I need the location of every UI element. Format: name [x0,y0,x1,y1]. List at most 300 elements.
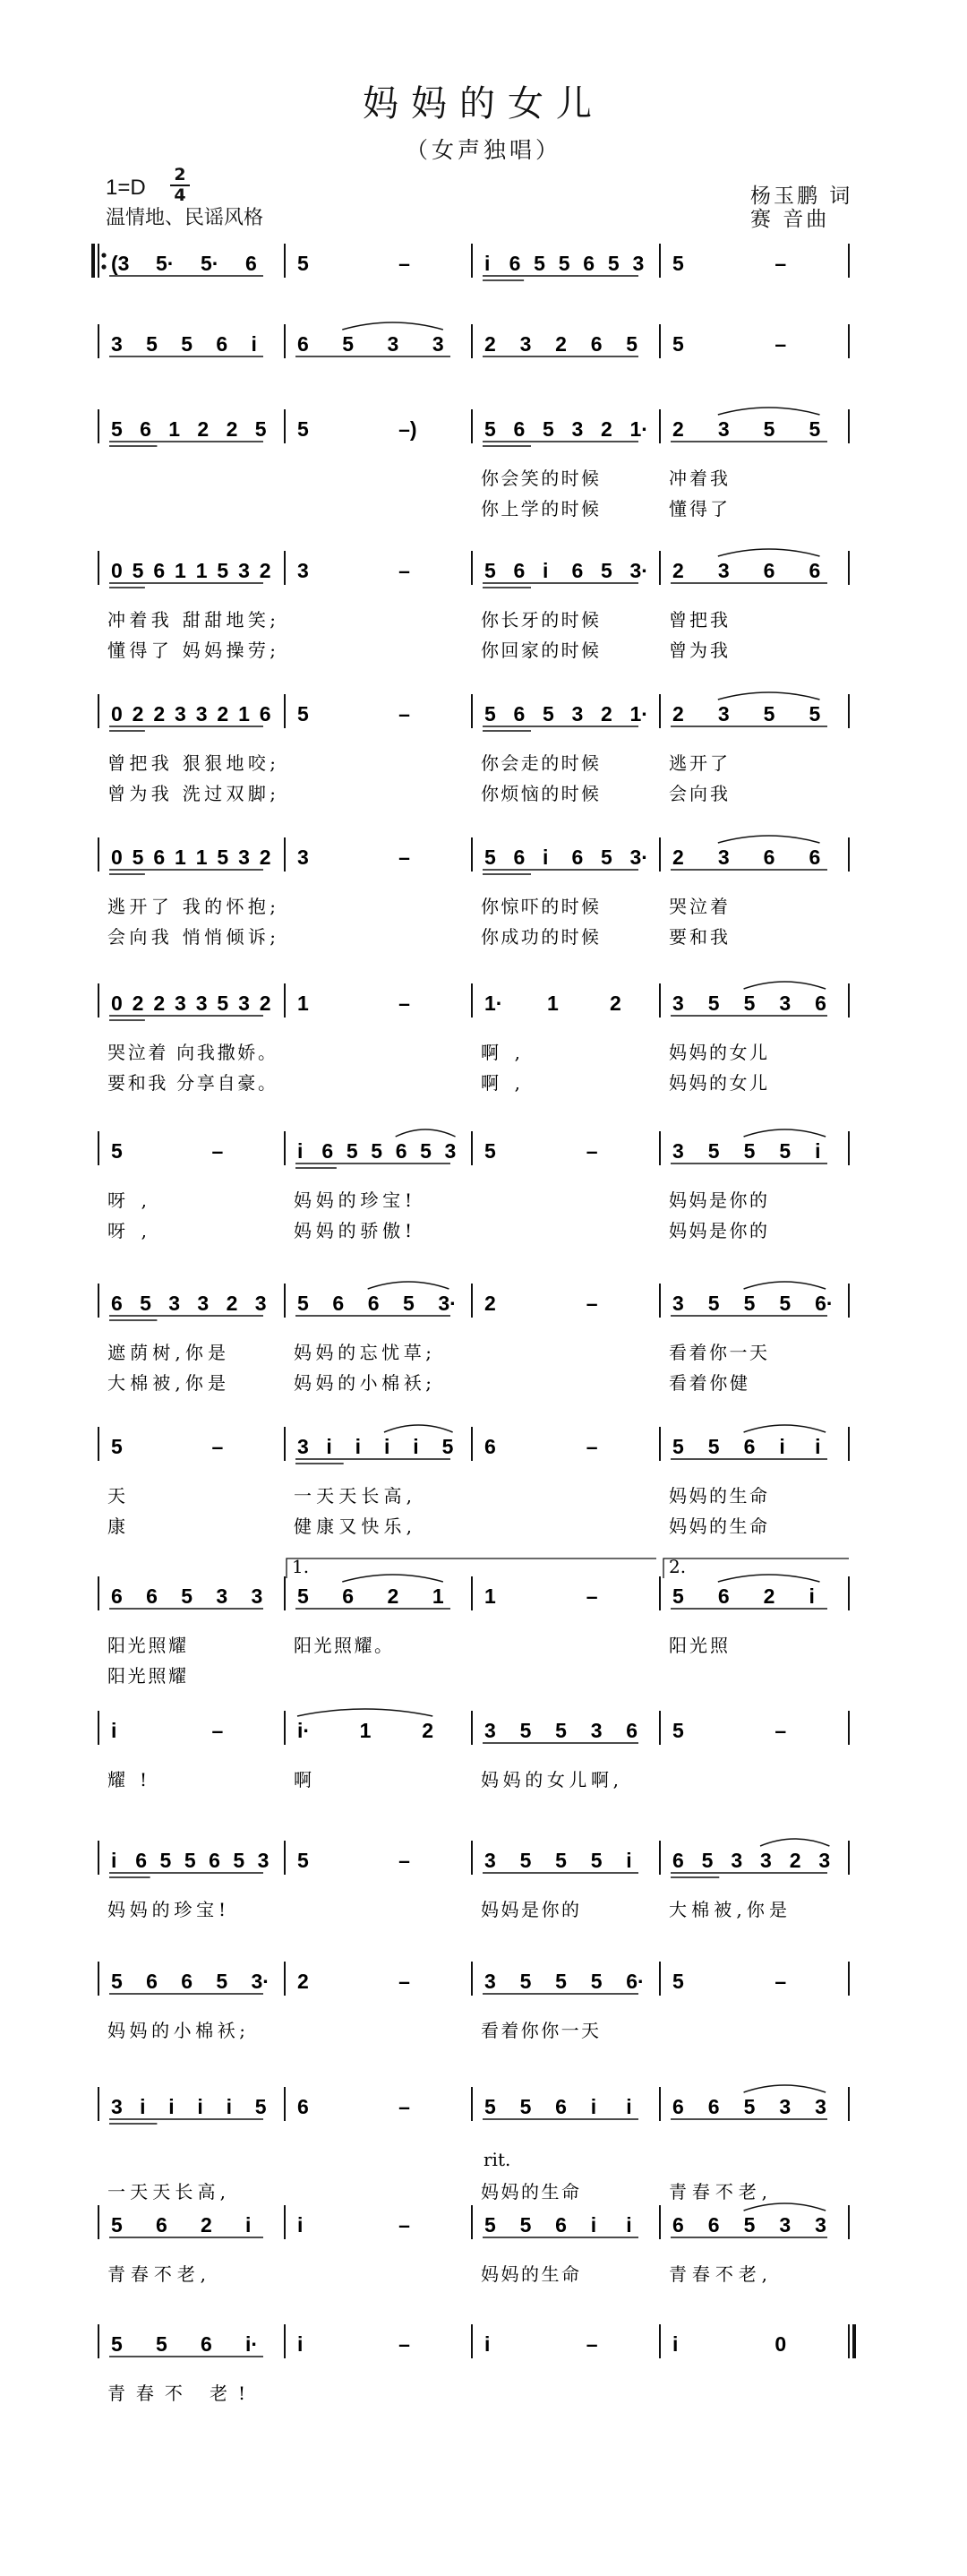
lyric-text: 一天天长高, [107,2181,226,2202]
note: 2 [259,559,271,582]
note: – [774,252,787,275]
note: 5 [519,1970,532,1993]
note: 3 [251,1584,263,1608]
note: 5 [217,992,229,1015]
note: 3 [238,559,250,582]
note: 3 [238,992,250,1015]
note: 5 [181,332,193,356]
note: 1 [547,992,559,1015]
note: 3 [571,417,584,441]
note: 2 [153,702,166,726]
note: 5 [707,1139,720,1163]
note: 5 [217,559,229,582]
note: 5 [601,559,612,582]
note: 1 [175,559,186,582]
slur-arc [744,982,826,989]
note: i [590,2213,597,2237]
note: 3 [815,2213,826,2237]
note: i [297,2213,304,2237]
note: 5 [156,2332,167,2356]
note: 6 [135,1849,148,1872]
note: 6 [153,846,166,869]
note: 5 [297,1849,309,1872]
note: 3 [717,417,730,441]
note: 6 [763,846,775,869]
note: – [398,559,410,582]
note: 6 [111,1584,123,1608]
note: 1· [629,702,648,726]
note: 5 [743,1139,756,1163]
note: i [140,2095,146,2118]
note: 2 [601,702,612,726]
note: 5 [543,417,554,441]
note: 5 [111,1139,123,1163]
note: 5 [441,1435,454,1458]
note: i [484,2332,491,2356]
note: 5 [297,1292,309,1315]
note: 3 [257,1849,270,1872]
lyric-text: 妈妈的生命 [669,1516,767,1537]
note: 6 [626,1719,638,1742]
slur-arc [718,408,820,415]
slur-arc [718,836,820,843]
slur-arc [396,1129,456,1137]
lyric-text: 呀, [107,1189,147,1211]
note: 5 [555,1719,567,1742]
note: 5 [484,846,496,869]
slur-arc [760,1839,829,1846]
lyric-text: 逃开了 我的怀抱; [107,896,276,917]
note: i [197,2095,203,2118]
note: 6 [809,559,821,582]
note: i [245,2213,252,2237]
note: – [398,2332,410,2356]
note: 6 [297,332,309,356]
note: 3 [238,846,250,869]
note: 5 [140,1292,151,1315]
key-signature: 1=D [106,176,146,200]
note: 5 [555,1849,567,1872]
lyric-text: 阳光照耀 [107,1665,186,1687]
note: 2 [259,992,271,1015]
note: 2 [226,417,238,441]
slur-arc [744,2085,826,2092]
lyric-text: 妈妈的小棉袄; [107,2020,245,2041]
lyric-text: 要和我 [669,926,728,948]
lyric-text: 看着你你一天 [481,2020,599,2041]
note: 3 [672,1139,684,1163]
note: 5 [146,332,158,356]
slur-arc [744,1129,826,1137]
note: 5 [484,417,496,441]
note: – [398,1970,410,1993]
note: 5 [626,332,638,356]
note: 3 [111,332,123,356]
note: 5 [484,2095,496,2118]
note: – [398,846,410,869]
note: – [586,1584,598,1608]
note: 1 [238,702,250,726]
note: 1 [175,846,186,869]
note: i [815,1435,821,1458]
note: 5 [743,2095,756,2118]
note: 3 [111,2095,123,2118]
note: 6 [321,1139,334,1163]
slur-arc [744,1282,826,1289]
note: 1· [484,992,503,1015]
note: 2 [422,1719,434,1742]
note: 6 [555,2095,567,2118]
note: 6 [583,252,595,275]
note: 3 [432,332,444,356]
note: 5 [672,1970,684,1993]
note: 5 [743,2213,756,2237]
slur-arc [384,1425,453,1432]
note: – [211,1719,224,1742]
volta-label-2: 2. [669,1556,687,1577]
note: 5 [254,417,267,441]
note: 3 [175,702,186,726]
note: 6· [815,1292,834,1315]
note: 5 [672,1584,684,1608]
note: 3 [387,332,399,356]
note: 6 [395,1139,407,1163]
note: 5 [779,1292,792,1315]
note: 5 [484,559,496,582]
note: – [774,332,787,356]
note: 2 [672,846,684,869]
repeat-dot [101,253,106,257]
note: 2 [387,1584,399,1608]
song-title: 妈妈的女儿 [363,83,604,125]
note: 3· [629,559,648,582]
note: 5 [254,2095,267,2118]
note: 6 [707,2213,720,2237]
lyric-text: 冲着我 [669,468,728,489]
note: 0 [111,559,123,582]
note: 1 [297,992,309,1015]
lyric-text: 遮荫树,你是 [107,1342,226,1363]
note: 5 [484,702,496,726]
note: 6 [181,1970,193,1993]
note: 3· [251,1970,270,1993]
note: 2 [601,417,612,441]
lyric-text: 妈妈的生命 [481,2181,579,2202]
note: 6 [153,559,166,582]
note: 6 [672,2095,684,2118]
note: 5 [346,1139,358,1163]
note: 6· [626,1970,645,1993]
note: 3 [760,1849,772,1872]
note: – [398,702,410,726]
note: 1 [432,1584,444,1608]
note: 6 [297,2095,309,2118]
note: 0 [774,2332,787,2356]
note: 3 [590,1719,603,1742]
note: 5 [809,417,821,441]
note: 3 [175,992,186,1015]
slur-arc [744,2203,826,2211]
note: i [168,2095,175,2118]
note: 3 [484,1970,496,1993]
lyric-text: 青春不老, [669,2181,767,2202]
note: 5 [181,1584,193,1608]
note: i [543,846,549,869]
note: –) [398,417,417,441]
note: 5 [297,417,309,441]
note: 2 [555,332,567,356]
note: 3 [195,992,208,1015]
note: 5 [342,332,355,356]
note: 3 [717,559,730,582]
note: 3 [484,1719,496,1742]
note: 5 [216,1970,228,1993]
lyric-text: 妈妈的小棉袄; [294,1372,432,1394]
note: i [413,1435,419,1458]
note: 5 [297,252,309,275]
time-signature-bottom: 4 [174,185,186,205]
note: 5 [743,992,756,1015]
note: 3 [672,992,684,1015]
song-subtitle: （女声独唱） [405,137,561,163]
note: 2 [484,332,496,356]
note: 3 [815,2095,826,2118]
note: 5 [672,332,684,356]
lyric-text: 你上学的时候 [481,498,599,519]
lyric-text: 你长牙的时候 [481,609,599,631]
volta-label-1: 1. [292,1556,310,1577]
lyric-text: 啊 [294,1769,312,1790]
note: 3 [717,846,730,869]
lyric-text: 天 [107,1485,125,1507]
note: 6 [513,417,526,441]
lyric-text: 妈妈是你的 [669,1220,767,1241]
note: – [398,2095,410,2118]
note: – [774,1970,787,1993]
note: 6 [809,846,821,869]
note: 2 [153,992,166,1015]
note: 6 [717,1584,730,1608]
ritardando-marking: rit. [484,2149,511,2170]
slur-arc [718,1575,820,1582]
note: 6 [209,1849,220,1872]
note: 5 [543,702,554,726]
lyric-text: 青春不老, [107,2263,206,2285]
note: 6 [672,2213,684,2237]
note: i· [245,2332,259,2356]
tempo-mood-marking: 温情地、民谣风格 [106,207,264,229]
lyric-text: 妈妈的骄傲! [294,1220,412,1241]
note: i [779,1435,785,1458]
note: 5 [701,1849,714,1872]
note: i [626,2095,632,2118]
note: 2 [610,992,621,1015]
lyric-text: 一天天长高, [294,1485,412,1507]
lyric-text: 妈妈的珍宝! [107,1899,226,1920]
note: 5 [484,2213,496,2237]
note: 6 [513,559,526,582]
note: 5 [132,846,144,869]
note: i [815,1139,821,1163]
note: – [586,1292,598,1315]
lyric-text: 你惊吓的时候 [481,896,599,917]
note: 6 [111,1292,123,1315]
note: 3 [484,1849,496,1872]
lyric-text: 耀! [107,1769,147,1790]
note: 6 [815,992,826,1015]
note: 2 [763,1584,775,1608]
note: 6 [743,1435,756,1458]
lyric-text: 青春不 老! [107,2383,245,2404]
note: 5 [519,2095,532,2118]
note: 5· [201,252,219,275]
note: 6 [140,417,151,441]
lyric-text: 青春不老, [669,2263,767,2285]
lyric-text: 你成功的时候 [481,926,599,948]
note: – [211,1139,224,1163]
note: 1· [629,417,648,441]
note: 3· [629,846,648,869]
note: 5 [111,1435,123,1458]
lyric-text: 你回家的时候 [481,640,599,661]
note: 2 [217,702,229,726]
note: 5 [132,559,144,582]
note: i [297,2332,304,2356]
lyric-text: 你会走的时候 [481,752,599,774]
note: 3 [672,1292,684,1315]
note: 6 [367,1292,380,1315]
note: 5 [233,1849,245,1872]
note: 5 [607,252,620,275]
note: – [586,1139,598,1163]
lyric-text: 你会笑的时候 [481,468,599,489]
lyric-text: 妈妈是你的 [481,1899,579,1920]
note: 2 [197,417,210,441]
lyric-text: 大棉被,你是 [107,1372,226,1394]
note: 5 [743,1292,756,1315]
note: 6 [156,2213,167,2237]
lyric-text: 大棉被,你是 [669,1899,787,1920]
note: 5 [403,1292,415,1315]
note: 6 [763,559,775,582]
note: – [774,1719,787,1742]
note: 5 [672,252,684,275]
time-signature-top: 2 [174,165,186,185]
note: 2 [259,846,271,869]
note: 3 [197,1292,210,1315]
lyric-text: 妈妈是你的 [669,1189,767,1211]
lyricist-credit: 杨玉鹏 词 [750,185,853,208]
note: i [326,1435,332,1458]
note: 5 [555,1970,567,1993]
slur-arc [297,1709,432,1716]
note: 3 [444,1139,457,1163]
lyric-text: 会向我 悄悄倾诉; [107,926,276,948]
note: 3 [216,1584,228,1608]
note: 3 [195,702,208,726]
lyric-text: 啊, [481,1072,520,1094]
note: 3 [717,702,730,726]
note: (3 [111,252,130,275]
note: 5· [156,252,175,275]
note: 3 [297,1435,309,1458]
note: 5 [111,2332,123,2356]
slur-arc [342,1575,443,1582]
note: 2 [201,2213,212,2237]
note: 6 [146,1584,158,1608]
note: 2 [132,702,144,726]
note: 5 [707,1435,720,1458]
note: 5 [590,1970,603,1993]
slur-arc [718,692,820,700]
lyric-text: 看着你健 [669,1372,748,1394]
note: 5 [297,1584,309,1608]
repeat-dot [101,264,106,269]
lyric-text: 阳光照耀。 [294,1635,392,1656]
note: – [398,992,410,1015]
lyric-text: 看着你一天 [669,1342,767,1363]
note: 2 [297,1970,309,1993]
slur-arc [744,1425,826,1432]
note: i [383,1435,390,1458]
note: i [297,1139,304,1163]
note: 3· [438,1292,457,1315]
note: i [543,559,549,582]
lyric-text: 阳光照 [669,1635,728,1656]
lyric-text: 阳光照耀 [107,1635,186,1656]
note: 5 [809,702,821,726]
lyric-text: 会向我 [669,783,728,804]
note: 6 [201,2332,212,2356]
note: 6 [571,559,584,582]
lyric-text: 妈妈的女儿 [669,1072,767,1094]
note: 5 [763,702,775,726]
note: i [590,2095,597,2118]
note: i [626,2213,632,2237]
note: 5 [519,1849,532,1872]
note: 6 [342,1584,355,1608]
note: 6 [672,1849,684,1872]
note: 5 [558,252,570,275]
note: 6 [707,2095,720,2118]
lyric-text: 妈妈的珍宝! [294,1189,412,1211]
note: 5 [779,1139,792,1163]
lyric-text: 曾把我 [669,609,728,631]
note: i [251,332,257,356]
note: – [586,2332,598,2356]
note: 5 [672,1719,684,1742]
note: – [398,252,410,275]
note: 6 [513,702,526,726]
note: – [586,1435,598,1458]
note: 2 [484,1292,496,1315]
note: i [809,1584,815,1608]
lyric-text: 你烦恼的时候 [481,783,599,804]
note: 2 [672,559,684,582]
note: i [672,2332,679,2356]
note: i· [297,1719,311,1742]
note: 3 [254,1292,267,1315]
note: 6 [513,846,526,869]
note: i [484,252,491,275]
lyric-text: 曾为我 [669,640,728,661]
note: 5 [590,1849,603,1872]
note: 3 [297,559,309,582]
lyric-text: 妈妈的忘忧草; [294,1342,432,1363]
note: i [111,1849,117,1872]
note: 1 [168,417,181,441]
lyric-text: 妈妈的女儿啊, [481,1769,619,1790]
